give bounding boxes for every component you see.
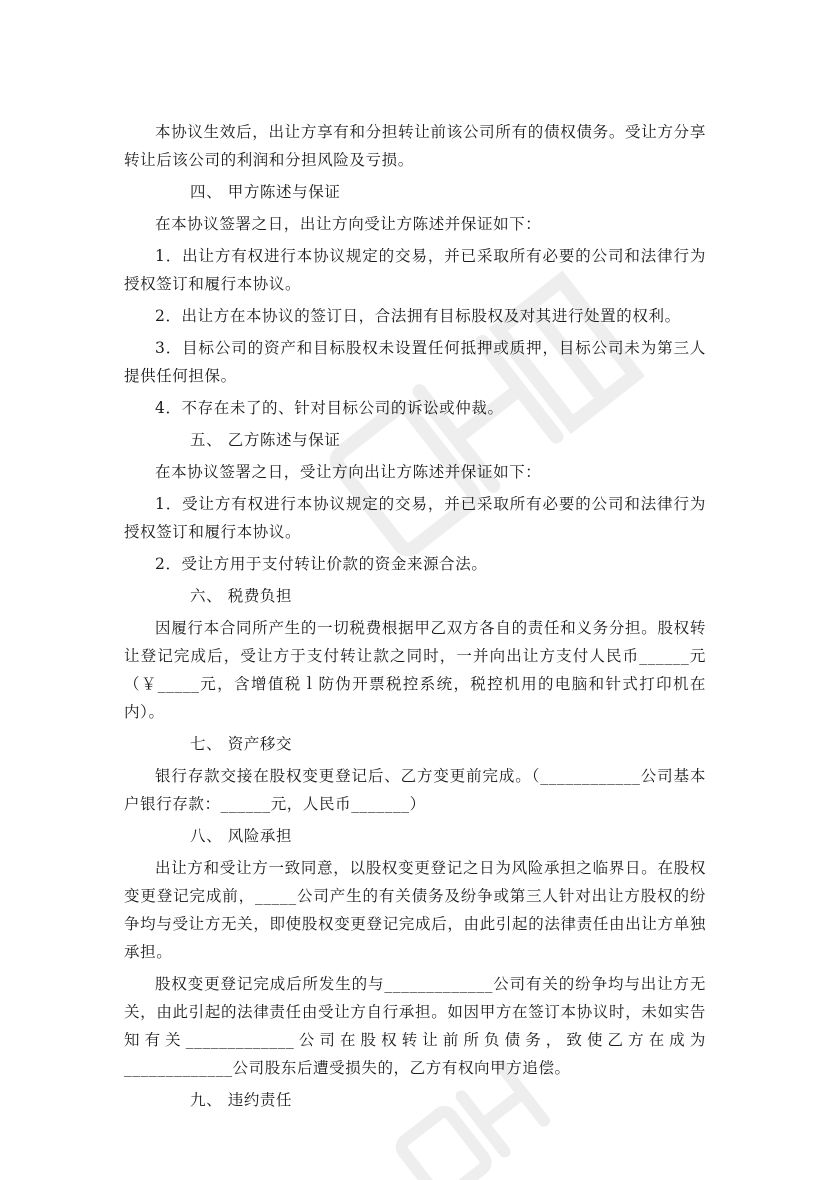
heading-party-a-representations: 四、 甲方陈述与保证 bbox=[190, 183, 341, 201]
paragraph-risk-bearing-2: 股权变更登记完成后所发生的与_____________公司有关的纷争均与出让方无关，由此引起的法律责任由受让方自行承担。如因甲方在签订本协议时，未如实告知有关_____________公司在股权转让前所负债务，致使乙方在成为_____________公司股东后遭受损失的，乙方有权向甲方追偿。 bbox=[124, 975, 706, 1077]
paragraph-party-a-intro: 在本协议签署之日，出让方向受让方陈述并保证如下： bbox=[155, 215, 542, 233]
heading-party-b-representations: 五、 乙方陈述与保证 bbox=[190, 431, 341, 449]
paragraph-party-b-intro: 在本协议签署之日，受让方向出让方陈述并保证如下： bbox=[155, 463, 542, 481]
heading-risk-bearing: 八、 风险承担 bbox=[190, 827, 293, 845]
heading-taxes: 六、 税费负担 bbox=[190, 587, 293, 605]
paragraph-risk-bearing-1: 出让方和受让方一致同意，以股权变更登记之日为风险承担之临界日。在股权变更登记完成前，_____公司产生的有关债务及纷争或第三人针对出让方股权的纷争均与受让方无关，即使股权变更登记完成后，由此引起的法律责任由出让方单独承担。 bbox=[124, 859, 706, 961]
heading-breach-liability: 九、 违约责任 bbox=[190, 1091, 293, 1109]
paragraph-party-a-item-3: 3．目标公司的资产和目标股权未设置任何抵押或质押，目标公司未为第三人提供任何担保。 bbox=[124, 339, 706, 385]
paragraph-asset-transfer: 银行存款交接在股权变更登记后、乙方变更前完成。（____________公司基本户银行存款：______元，人民币_______） bbox=[124, 767, 706, 813]
paragraph-liability-transfer: 本协议生效后，出让方享有和分担转让前该公司所有的债权债务。受让方分享转让后该公司的利润和分担风险及亏损。 bbox=[124, 123, 706, 169]
paragraph-party-a-item-4: 4．不存在未了的、针对目标公司的诉讼或仲裁。 bbox=[155, 399, 504, 417]
paragraph-party-b-item-2: 2．受让方用于支付转让价款的资金来源合法。 bbox=[155, 555, 488, 573]
paragraph-taxes: 因履行本合同所产生的一切税费根据甲乙双方各自的责任和义务分担。股权转让登记完成后，受让方于支付转让款之同时，一并向出让方支付人民币______元（￥_____元，含增值税ｌ防伪开票税控系统，税控机用的电脑和针式打印机在内）。 bbox=[124, 619, 706, 721]
paragraph-party-a-item-2: 2．出让方在本协议的签订日，合法拥有目标股权及对其进行处置的权利。 bbox=[155, 307, 681, 325]
paragraph-party-b-item-1: 1．受让方有权进行本协议规定的交易，并已采取所有必要的公司和法律行为授权签订和履行本协议。 bbox=[124, 495, 706, 541]
paragraph-party-a-item-1: 1．出让方有权进行本协议规定的交易，并已采取所有必要的公司和法律行为授权签订和履行本协议。 bbox=[124, 247, 706, 293]
heading-asset-transfer: 七、 资产移交 bbox=[190, 735, 293, 753]
document-body bbox=[124, 118, 706, 1118]
